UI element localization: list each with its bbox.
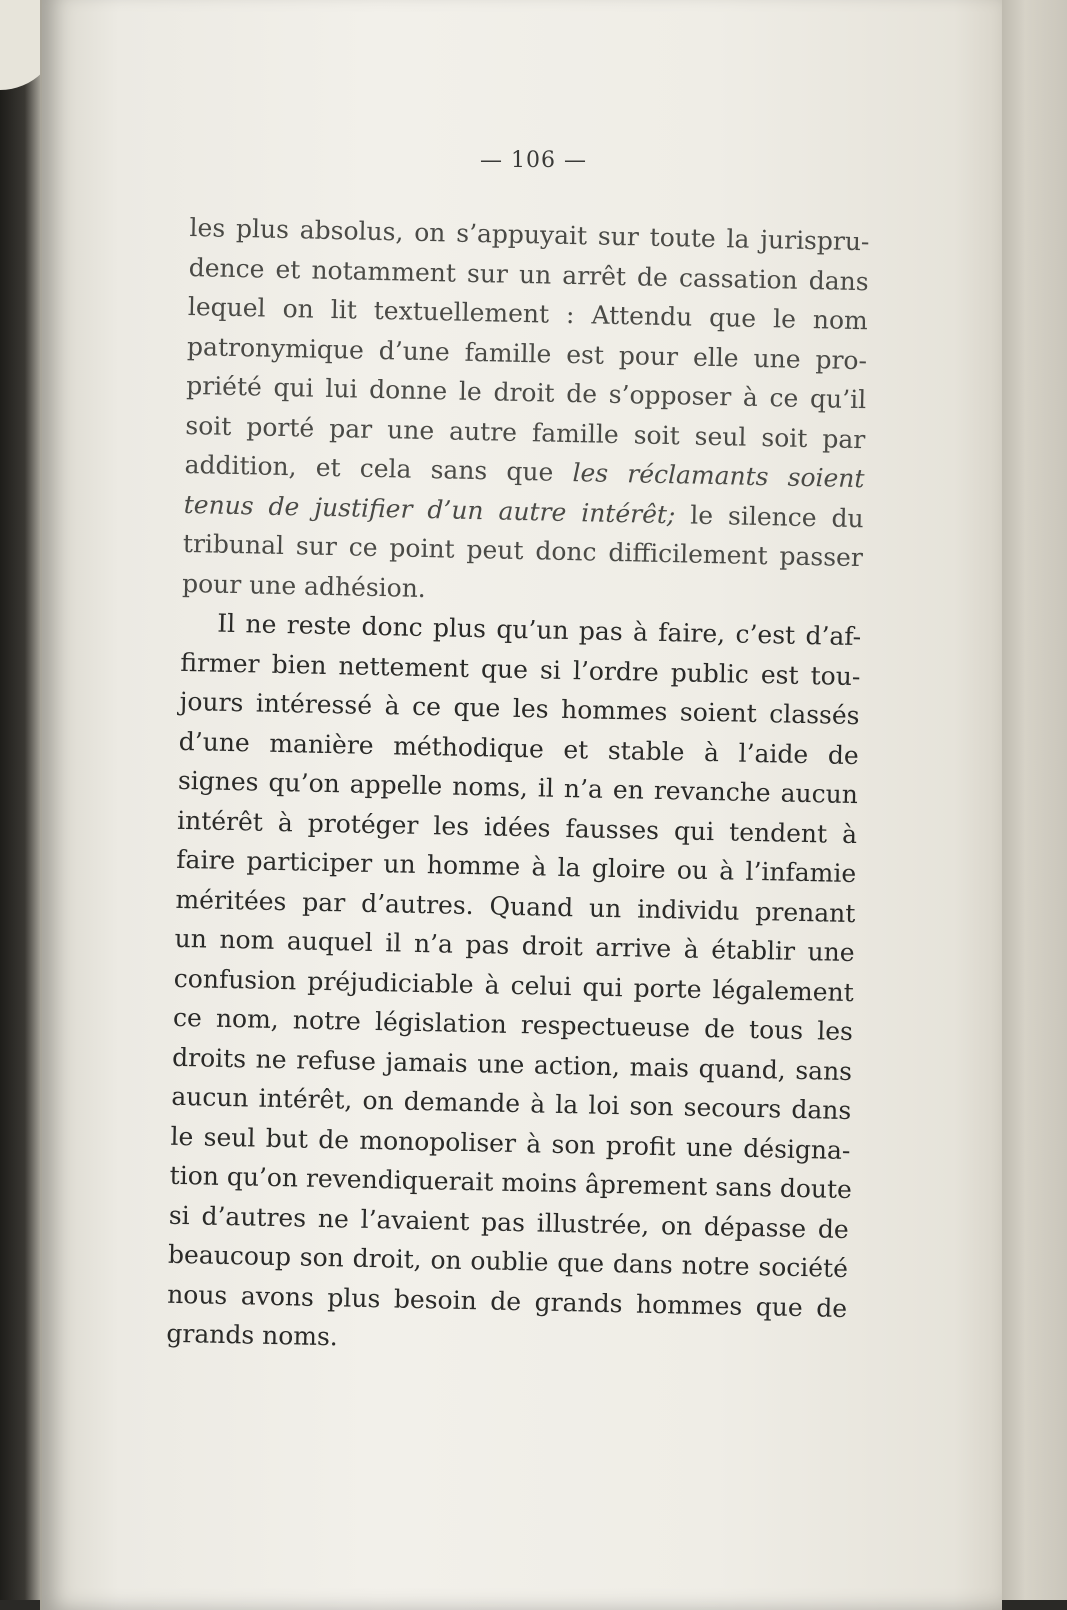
italic-fragment: les réclamants soient xyxy=(572,458,865,494)
text-line: d’une manière méthodique et stable à l’aide de xyxy=(178,726,859,770)
text-line: un nom auquel il n’a pas droit arrive à établir une xyxy=(174,923,855,968)
text-line: faire participer un homme à la gloire ou à l’infamie xyxy=(176,844,857,889)
text-line: pour une adhésion. xyxy=(181,568,427,603)
text-line: intérêt à protéger les idées fausses qui tendent à xyxy=(176,805,858,849)
text-line: droits ne refuse jamais une action, mais quand, sans xyxy=(171,1042,853,1086)
text-line: Il ne reste donc plus qu’un pas à faire, c’est d’af- xyxy=(217,608,862,652)
text-line: beaucoup son droit, on oublie que dans notre société xyxy=(167,1239,849,1284)
text-line: tion qu’on revendiquerait moins âprement sans doute xyxy=(169,1160,853,1205)
text-line: grands noms. xyxy=(166,1318,339,1352)
text-line: confusion préjudiciable à celui qui porte légalement xyxy=(173,963,855,1007)
text-line: firmer bien nettement que si l’ordre public est tou- xyxy=(180,647,861,691)
italic-fragment: tenus de justifier d’un autre intérêt; xyxy=(183,489,676,529)
text-line: priété qui lui donne le droit de s’opposer à ce qu’il xyxy=(185,370,867,415)
text-line: si d’autres ne l’avaient pas illustrée, on dépasse de xyxy=(168,1200,850,1244)
page-text xyxy=(166,208,870,1367)
text-line: nous avons plus besoin de grands hommes que de xyxy=(166,1279,848,1323)
text-line: ce nom, notre législation respectueuse de tous les xyxy=(172,1002,854,1047)
text-line: le seul but de monopoliser à son profit une désigna- xyxy=(170,1121,851,1165)
text-line: dence et notamment sur un arrêt de cassation dans xyxy=(188,252,869,296)
text-line: aucun intérêt, on demande à la loi son secours dans xyxy=(171,1081,852,1126)
paragraph-1 xyxy=(182,208,870,617)
text-fragment: addition, et cela sans que xyxy=(184,449,573,488)
text-line: les plus absolus, on s’appuyait sur toute la jurispru- xyxy=(189,212,870,257)
paragraph-2 xyxy=(166,603,862,1368)
text-line: lequel on lit textuellement : Attendu que le nom xyxy=(187,291,869,336)
text-fragment: le silence du xyxy=(675,499,864,533)
right-page-edge xyxy=(997,0,1067,1600)
text-line: tribunal sur ce point peut donc difficilement passer xyxy=(182,528,864,573)
page-number: — 106 — xyxy=(480,148,587,173)
text-line: soit porté par une autre famille soit seul soit par xyxy=(185,410,866,454)
text-line: patronymique d’une famille est pour elle une pro- xyxy=(186,331,868,375)
text-line: méritées par d’autres. Quand un individu prenant xyxy=(175,884,856,928)
text-line: jours intéressé à ce que les hommes soient classés xyxy=(179,686,860,731)
text-line: signes qu’on appelle noms, il n’a en revanche aucun xyxy=(177,765,859,810)
